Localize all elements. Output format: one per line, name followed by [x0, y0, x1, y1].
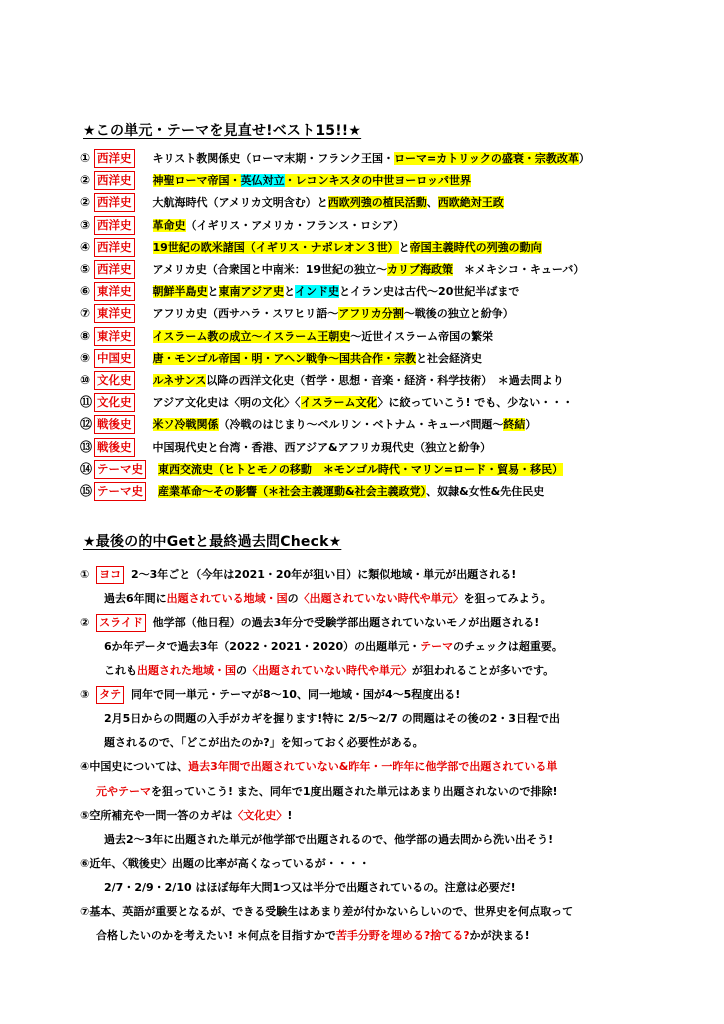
item-text: 〉に絞っていこう! でも、少ない・・・ — [377, 396, 574, 410]
check-text: ① — [80, 568, 94, 581]
item-text: 中国現代史と台湾・香港、西アジア&アフリカ現代史（独立と紛争） — [152, 440, 492, 454]
item-text: 19世紀の欧米諸国（イギリス・ナポレオン３世） — [152, 240, 399, 254]
category-tag: 戦後史 — [94, 438, 135, 457]
item-text: 以降の西洋文化史（哲学・思想・音楽・経済・科学技術） ＊過去問より — [206, 374, 564, 387]
item-text: インド史 — [295, 285, 340, 299]
check-text: 出題された地域・国 — [137, 664, 236, 677]
check-text: 〈出題されていない時代や単元〉 — [298, 592, 464, 605]
item-text: 英仏対立 — [240, 174, 285, 188]
check-text: 6か年データで過去3年（2022・2021・2020）の出題単元・ — [104, 640, 421, 653]
check-text: 同年で同一単元・テーマが8～10、同一地域・国が4～5程度出る! — [127, 688, 461, 701]
item-text: ） — [578, 152, 590, 165]
check-text: の — [287, 592, 299, 605]
best15-row — [80, 370, 564, 390]
check-line — [104, 709, 560, 729]
check-text: 過去6年間に — [104, 592, 167, 605]
check-line — [80, 806, 292, 826]
category-tag: テーマ史 — [94, 460, 146, 479]
item-number: ⑥ — [80, 284, 91, 299]
item-text: （イギリス・アメリカ・フランス・ロシア） — [185, 218, 405, 232]
check-text: 2/7・2/9・2/10 はほぼ毎年大問1つ又は半分で出題されているの。注意は必要だ! — [104, 881, 516, 894]
item-text: 唐・モンゴル帝国・明・アヘン戦争～国共合作・ — [152, 351, 395, 365]
item-text: 米ソ冷戦関係 — [152, 418, 219, 432]
check-line — [96, 926, 530, 946]
best15-row — [80, 437, 491, 457]
check-line — [104, 661, 554, 681]
item-number: ⑦ — [80, 306, 91, 321]
check-line — [104, 733, 424, 753]
check-text: ② — [80, 616, 94, 629]
item-number: ⑪ — [80, 395, 93, 410]
check-line — [104, 830, 553, 850]
best15-row — [80, 237, 542, 257]
check-line — [80, 613, 539, 633]
item-text: と — [398, 240, 410, 254]
check-text: これも — [104, 664, 137, 677]
check-text: のチェックは超重要。 — [453, 640, 563, 653]
item-text: 、 — [426, 196, 438, 210]
category-tag: 西洋史 — [94, 260, 135, 279]
item-number: ④ — [80, 239, 91, 254]
category-tag: テーマ史 — [94, 482, 146, 501]
item-text: と — [284, 285, 296, 299]
check-text: 題されるので、「どこが出たのか?」を知っておく必要性がある。 — [104, 736, 424, 749]
item-text: と — [207, 285, 219, 299]
item-text: アフリカ史（西サハラ・スワヒリ語～ — [152, 307, 339, 321]
best15-row — [80, 392, 573, 412]
item-text: キリスト教関係史（ローマ末期・フランク王国・ — [152, 152, 395, 165]
check-text: ⑤空所補充や一問一答のカギは — [80, 809, 233, 822]
best15-row — [80, 259, 584, 279]
check-text: 過去3年間で出題されていない&昨年・一昨年に他学部で出題されている単 — [188, 760, 558, 773]
item-text: アジア文化史は〈明の文化〉〈 — [152, 396, 301, 410]
check-text: ③ — [80, 688, 94, 701]
item-text: ～戦後の独立と紛争） — [403, 307, 514, 321]
item-number: ⑭ — [80, 461, 93, 476]
best15-row — [80, 326, 493, 346]
check-text: 苦手分野を埋める?捨てる? — [335, 929, 470, 942]
item-text: （冷戦のはじまり～ベルリン・ベトナム・キューバ問題～ — [218, 418, 504, 432]
check-text: 元やテーマ — [96, 785, 151, 798]
item-text: 革命史 — [152, 218, 186, 232]
item-number: ⑧ — [80, 328, 91, 343]
item-text: ・レコンキスタの中世ヨーロッパ世界 — [284, 174, 472, 188]
category-tag: 東洋史 — [94, 304, 135, 323]
item-number: ⑩ — [80, 373, 91, 387]
best15-row — [80, 459, 563, 479]
item-number: ② — [80, 195, 91, 210]
category-tag: 東洋史 — [94, 327, 135, 346]
best15-row — [80, 215, 404, 235]
category-tag: 西洋史 — [94, 193, 135, 212]
check-line — [104, 589, 552, 609]
check-text: 2～3年ごと（今年は2021・20年が狙い目）に類似地域・単元が出題される! — [127, 568, 517, 581]
item-number: ① — [80, 151, 91, 165]
item-text: 大航海時代（アメリカ文明含む）と — [152, 196, 328, 210]
check-text: 他学部（他日程）の過去3年分で受験学部出題されていないモノが出題される! — [148, 616, 540, 629]
category-tag: 戦後史 — [94, 415, 135, 434]
item-text: ） — [525, 418, 537, 432]
category-tag: 西洋史 — [94, 216, 135, 235]
item-number: ② — [80, 173, 91, 188]
item-text: ～近世イスラーム帝国の繁栄 — [350, 329, 494, 343]
check-line — [104, 878, 516, 898]
category-tag: 文化史 — [94, 393, 135, 412]
item-text: ルネサンス — [152, 374, 207, 387]
check-text: 〈文化史〉 — [232, 809, 288, 822]
category-tag: 東洋史 — [94, 282, 135, 301]
item-number: ⑫ — [80, 417, 93, 432]
check-text: を狙っていこう! また、同年で1度出題された単元はあまり出題されないので排除! — [151, 785, 558, 798]
item-text: 西欧列強の植民活動 — [327, 196, 427, 210]
check-text: かが決まる! — [469, 929, 530, 942]
item-text: 朝鮮半島史 — [152, 285, 208, 299]
check-text: ⑥近年、〈戦後史〉出題の比率が高くなっているが・・・・ — [80, 857, 370, 870]
best15-row — [80, 148, 590, 168]
item-text: イスラーム文化 — [300, 396, 378, 410]
item-number: ⑬ — [80, 439, 93, 454]
check-text: が狙われることが多いです。 — [412, 664, 555, 677]
item-text: と社会経済史 — [416, 351, 483, 365]
check-tag: ヨコ — [96, 566, 124, 584]
best15-row — [80, 192, 504, 212]
item-text: とイラン史は古代～20世紀半ばまで — [339, 285, 520, 299]
check-line — [80, 854, 370, 874]
best15-row — [80, 348, 482, 368]
category-tag: 西洋史 — [94, 149, 135, 168]
check-text: 〈出題されていない時代や単元〉 — [247, 664, 412, 677]
item-text: ＊メキシコ・キューバ） — [453, 263, 585, 276]
check-text: を狙ってみよう。 — [463, 592, 552, 605]
best15-heading: ★この単元・テーマを見直せ!ベスト15!!★ — [83, 123, 362, 139]
item-text: 終結 — [503, 418, 526, 432]
item-text: 神聖ローマ帝国・ — [152, 174, 241, 188]
check-text: の — [236, 664, 247, 677]
best15-row — [80, 303, 514, 323]
item-text: ローマ=カトリックの盛衰・宗教改革 — [394, 152, 579, 165]
item-text: 西欧絶対王政 — [437, 196, 504, 210]
category-tag: 西洋史 — [94, 171, 135, 190]
item-text: 東南アジア史 — [218, 285, 285, 299]
category-tag: 中国史 — [94, 349, 135, 368]
check-text: ⑦基本、英語が重要となるが、できる受験生はあまり差が付かないらしいので、世界史を何点取って — [80, 905, 574, 918]
item-text: 東西交流史（ヒトとモノの移動 ＊モンゴル時代・マリン=ロード・貿易・移民） — [158, 462, 564, 476]
check-line — [104, 637, 563, 657]
item-number: ⑤ — [80, 262, 91, 276]
check-text: 出題されている地域・国 — [166, 592, 288, 605]
item-text: 宗教 — [394, 351, 417, 365]
check-line — [80, 685, 460, 705]
check-text: ④中国史については、 — [80, 760, 189, 773]
item-text: カリブ海政策 — [387, 263, 454, 276]
best15-row — [80, 481, 544, 501]
check-text: テーマ — [420, 640, 454, 653]
category-tag: 文化史 — [94, 371, 135, 390]
item-text: 帝国主義時代の列強の動向 — [409, 240, 542, 254]
item-text: アメリカ史（合衆国と中南米：19世紀の独立～ — [152, 263, 388, 276]
item-text: 産業革命～その影響（＊社会主義運動&社会主義政党） — [158, 485, 427, 498]
check-line — [80, 902, 573, 922]
check-tag: タテ — [96, 686, 124, 704]
check-heading: ★最後の的中Getと最終過去問Check★ — [83, 534, 342, 550]
check-tag: スライド — [96, 614, 146, 632]
best15-row — [80, 414, 536, 434]
item-text: アフリカ分割 — [338, 307, 404, 321]
check-text: 合格したいのかを考えたい! ＊何点を目指すかで — [96, 929, 336, 942]
category-tag: 西洋史 — [94, 238, 135, 257]
item-number: ③ — [80, 217, 91, 232]
check-text: 過去2～3年に出題された単元が他学部で出題されるので、他学部の過去問から洗い出そう! — [104, 833, 554, 846]
check-line — [80, 565, 516, 585]
check-line — [96, 782, 558, 802]
item-text: 、奴隷&女性&先住民史 — [426, 485, 545, 498]
item-number: ⑨ — [80, 350, 91, 365]
check-text: 2月5日からの問題の入手がカギを握ります!特に 2/5～2/7 の問題はその後の2・3日程で出 — [104, 712, 560, 725]
item-number: ⑮ — [80, 484, 93, 498]
check-text: ! — [287, 809, 293, 822]
best15-row — [80, 281, 519, 301]
item-text: イスラーム教の成立～イスラーム王朝史 — [152, 329, 351, 343]
check-line — [80, 757, 557, 777]
best15-row — [80, 170, 471, 190]
